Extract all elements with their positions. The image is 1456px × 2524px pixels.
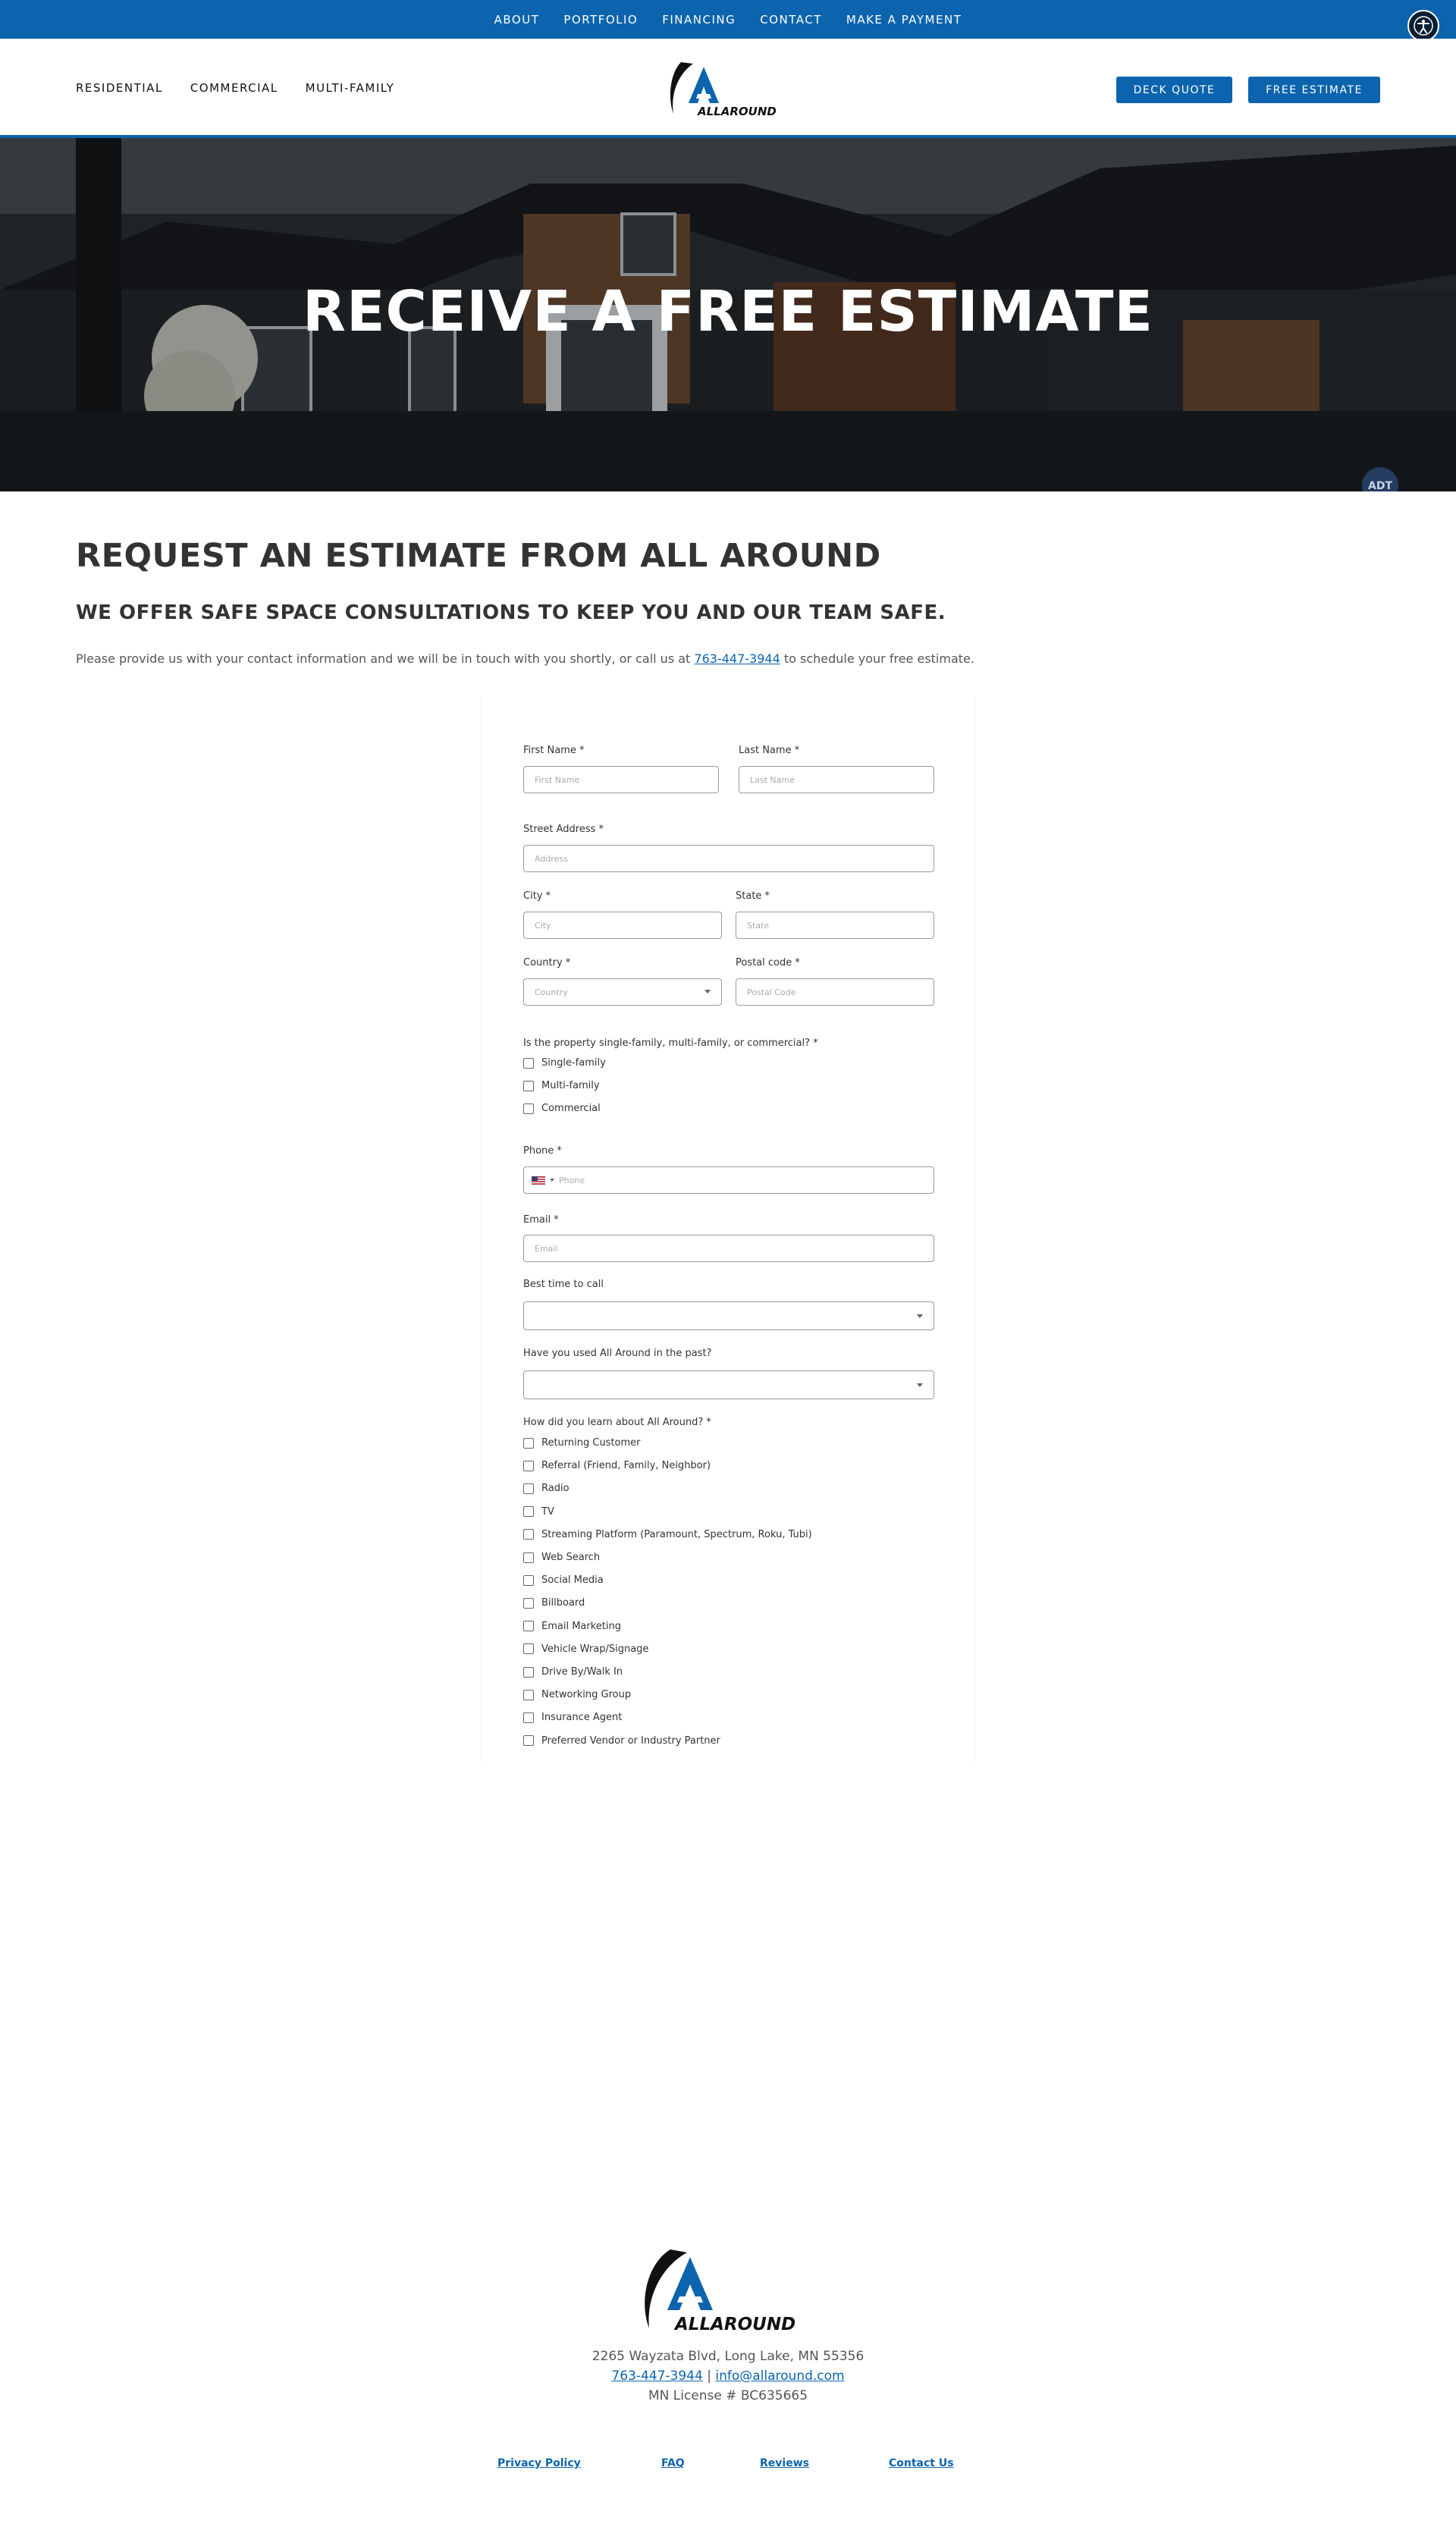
property-option[interactable]: Multi-family: [523, 1080, 600, 1091]
svg-text:ADT: ADT: [1367, 480, 1393, 492]
learn-about-option[interactable]: [523, 1643, 648, 1655]
learn-about-option[interactable]: [523, 1689, 631, 1700]
checkbox[interactable]: [523, 1575, 534, 1586]
main-nav: [76, 81, 394, 95]
learn-about-option-label: Referral (Friend, Family, Neighbor): [541, 1460, 711, 1472]
footer-reviews-link[interactable]: Reviews: [760, 2457, 809, 2469]
flag-caret: [550, 1179, 554, 1182]
page-subheading: WE OFFER SAFE SPACE CONSULTATIONS TO KEEP YOU AND OUR TEAM SAFE.: [76, 601, 946, 624]
learn-about-option[interactable]: [523, 1621, 621, 1632]
accessibility-icon: [1413, 15, 1434, 36]
used-before-select[interactable]: [523, 1370, 934, 1399]
top-nav: [0, 0, 1456, 39]
country-select-value: Country: [535, 987, 568, 997]
street-address-label: Street Address *: [523, 824, 604, 835]
learn-about-option-label: Radio: [541, 1483, 570, 1495]
intro-text-before: Please provide us with your contact information and we will be in touch with you shortly, or call us at: [76, 651, 691, 666]
learn-about-label: How did you learn about All Around? *: [523, 1417, 711, 1428]
learn-about-option-label: Drive By/Walk In: [541, 1666, 623, 1678]
learn-about-option-label: Insurance Agent: [541, 1712, 623, 1724]
checkbox[interactable]: [523, 1438, 534, 1449]
email-input[interactable]: Email: [523, 1235, 934, 1262]
footer-contact-us-link[interactable]: Contact Us: [889, 2457, 954, 2469]
used-before-label: Have you used All Around in the past?: [523, 1348, 712, 1359]
deck-quote-button[interactable]: DECK QUOTE: [1116, 77, 1232, 103]
best-time-label: Best time to call: [523, 1279, 604, 1290]
chevron-down-icon: [917, 1314, 923, 1318]
footer-contact: [0, 2369, 1456, 2384]
learn-about-option-label: Streaming Platform (Paramount, Spectrum, Roku, Tubi): [541, 1528, 812, 1540]
first-name-input[interactable]: First Name: [523, 766, 719, 793]
logo-text: ALLAROUND: [698, 105, 777, 118]
accessibility-button[interactable]: [1407, 10, 1439, 42]
intro-text-after: to schedule your free estimate.: [783, 651, 974, 666]
chevron-down-icon: [704, 990, 711, 994]
checkbox[interactable]: [523, 1058, 534, 1069]
learn-about-option[interactable]: [523, 1529, 812, 1540]
phone-placeholder: Phone: [559, 1175, 585, 1185]
footer-privacy-policy-link[interactable]: Privacy Policy: [497, 2457, 581, 2469]
learn-about-option-label: Web Search: [541, 1552, 601, 1563]
checkbox[interactable]: [523, 1506, 534, 1517]
best-time-select[interactable]: [523, 1301, 934, 1330]
footer-phone-link[interactable]: 763-447-3944: [611, 2369, 703, 2384]
learn-about-option[interactable]: [523, 1597, 585, 1609]
footer-logo-text: ALLAROUND: [675, 2315, 796, 2334]
hero-title: RECEIVE A FREE ESTIMATE: [303, 279, 1153, 344]
nav-residential[interactable]: RESIDENTIAL: [76, 81, 163, 95]
property-type-label: Is the property single-family, multi-family, or commercial? *: [523, 1038, 818, 1049]
nav-multi-family[interactable]: MULTI-FAMILY: [305, 81, 395, 95]
city-input[interactable]: City: [523, 912, 722, 939]
checkbox[interactable]: [523, 1461, 534, 1471]
state-input[interactable]: State: [736, 912, 934, 939]
learn-about-option-label: Returning Customer: [541, 1437, 641, 1449]
adt-badge: [1360, 466, 1400, 491]
email-label: Email *: [523, 1214, 559, 1226]
top-nav-make-a-payment[interactable]: MAKE A PAYMENT: [846, 12, 962, 27]
us-flag-icon: [532, 1176, 545, 1185]
checkbox[interactable]: [523, 1621, 534, 1631]
intro-phone-link[interactable]: 763-447-3944: [694, 651, 780, 666]
country-label: Country *: [523, 957, 571, 968]
checkbox[interactable]: [523, 1598, 534, 1609]
checkbox[interactable]: [523, 1690, 534, 1700]
learn-about-option[interactable]: [523, 1483, 570, 1494]
top-nav-about[interactable]: ABOUT: [494, 12, 540, 27]
country-select[interactable]: [523, 978, 722, 1006]
free-estimate-button[interactable]: FREE ESTIMATE: [1248, 77, 1380, 103]
checkbox[interactable]: [523, 1643, 534, 1654]
learn-about-option-label: Vehicle Wrap/Signage: [541, 1643, 649, 1655]
last-name-label: Last Name *: [739, 745, 800, 756]
city-label: City *: [523, 890, 551, 902]
footer-separator: |: [707, 2369, 711, 2384]
learn-about-option[interactable]: [523, 1735, 720, 1747]
learn-about-option[interactable]: [523, 1437, 641, 1449]
learn-about-option[interactable]: [523, 1574, 604, 1586]
learn-about-option[interactable]: [523, 1666, 623, 1678]
footer-faq-link[interactable]: FAQ: [661, 2457, 685, 2469]
footer-email-link[interactable]: info@allaround.com: [715, 2369, 845, 2384]
last-name-input[interactable]: Last Name: [739, 766, 934, 793]
checkbox[interactable]: [523, 1552, 534, 1563]
top-bar: [0, 0, 1456, 39]
top-nav-contact[interactable]: CONTACT: [760, 12, 822, 27]
learn-about-option-label: Social Media: [541, 1574, 604, 1587]
checkbox[interactable]: [523, 1483, 534, 1494]
learn-about-option[interactable]: [523, 1506, 554, 1518]
street-address-input[interactable]: Address: [523, 845, 934, 872]
phone-label: Phone *: [523, 1145, 562, 1157]
learn-about-option[interactable]: [523, 1552, 600, 1563]
estimate-form: [481, 699, 975, 1761]
checkbox[interactable]: [523, 1103, 534, 1114]
chevron-down-icon: [917, 1383, 923, 1387]
property-option[interactable]: Single-family: [523, 1057, 606, 1069]
allaround-logo[interactable]: [667, 59, 792, 121]
intro-text: [76, 651, 974, 666]
learn-about-option-label: Networking Group: [541, 1689, 632, 1701]
learn-about-option-label: Billboard: [541, 1597, 585, 1609]
checkbox[interactable]: [523, 1529, 534, 1540]
learn-about-option[interactable]: [523, 1712, 622, 1723]
learn-about-option-label: Email Marketing: [541, 1620, 621, 1632]
first-name-label: First Name *: [523, 745, 585, 756]
learn-about-option-label: TV: [541, 1505, 554, 1518]
page-heading: REQUEST AN ESTIMATE FROM ALL AROUND: [76, 537, 881, 575]
postal-code-input[interactable]: Postal Code: [736, 978, 934, 1006]
footer-address: 2265 Wayzata Blvd, Long Lake, MN 55356: [592, 2349, 864, 2364]
property-option[interactable]: Commercial: [523, 1103, 601, 1114]
hero-banner: [0, 138, 1456, 491]
nav-commercial[interactable]: COMMERCIAL: [190, 81, 278, 95]
main-header: [0, 39, 1456, 138]
top-nav-financing[interactable]: FINANCING: [662, 12, 736, 27]
checkbox[interactable]: [523, 1712, 534, 1723]
learn-about-option-label: Preferred Vendor or Industry Partner: [541, 1734, 720, 1747]
footer-license: MN License # BC635665: [648, 2388, 808, 2403]
learn-about-option[interactable]: [523, 1460, 711, 1471]
checkbox[interactable]: [523, 1735, 534, 1746]
phone-input[interactable]: [523, 1166, 934, 1194]
footer-logo[interactable]: [637, 2245, 821, 2336]
top-nav-portfolio[interactable]: PORTFOLIO: [563, 12, 639, 27]
state-label: State *: [736, 890, 770, 902]
postal-code-label: Postal code *: [736, 957, 800, 968]
checkbox[interactable]: [523, 1667, 534, 1678]
checkbox[interactable]: [523, 1081, 534, 1091]
